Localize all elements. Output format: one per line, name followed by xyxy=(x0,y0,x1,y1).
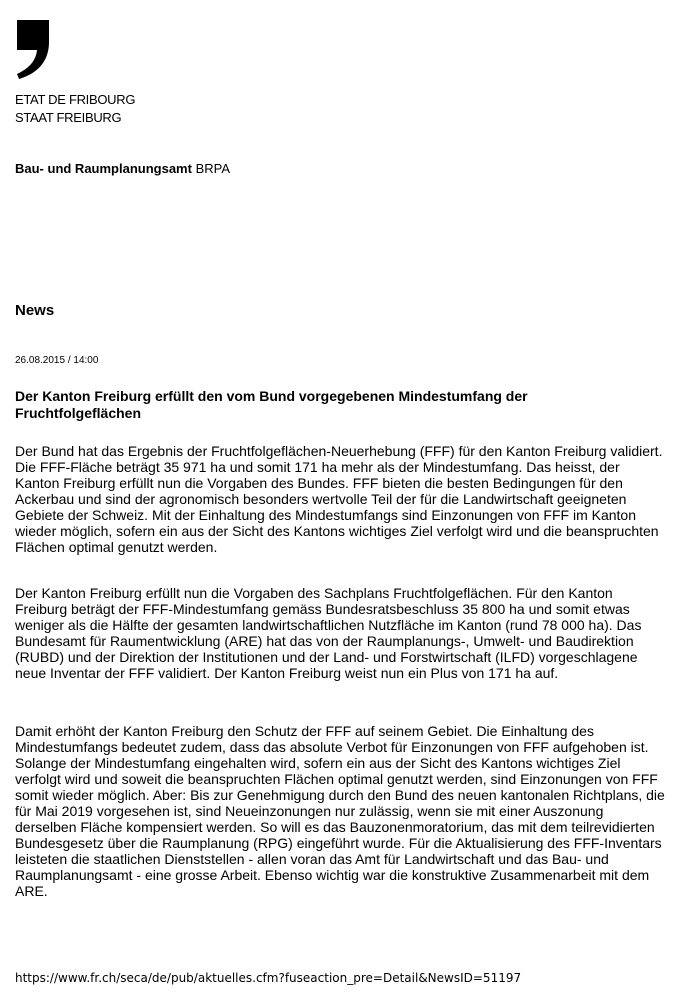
article-title: Der Kanton Freiburg erfüllt den vom Bund vorgegebenen Mindestumfang der Fruchtfolgeflächen xyxy=(15,388,528,421)
org-name-french: ETAT DE FRIBOURG xyxy=(15,92,136,107)
article-paragraph-3: Damit erhöht der Kanton Freiburg den Schutz der FFF auf seinem Gebiet. Die Einhaltung des Mindestumfangs bedeutet zudem, dass das absolute Verbot für Einzonungen von FFF aufgehoben ist. Solange der Mindestumfang eingehalten wird, sofern ein aus der Sicht des Kantons wichtiges Ziel verfolgt wird und soweit die beanspruchten Flächen optimal genutzt werden, sind Einzonungen von FFF somit wieder möglich. Aber: Bis zur Genehmigung durch den Bund des neuen kantonalen Richtplans, die für Mai 2019 vorgesehen ist, sind Neueinzonungen nur zulässig, wenn sie mit einer Auszonung derselben Fläche kompensiert werden. So will es das Bauzonenmoratorium, das mit dem teilrevidierten Bundesgesetz über die Raumplanung (RPG) eingeführt wurde. Für die Aktualisierung des FFF-Inventars leisteten die staatlichen Dienststellen - allen voran das Amt für Landwirtschaft und das Bau- und Raumplanungsamt - eine grosse Arbeit. Ebenso wichtig war die konstruktive Zusammenarbeit mit dem ARE. xyxy=(15,723,665,899)
department-abbreviation: BRPA xyxy=(191,161,231,176)
news-date: 26.08.2015 / 14:00 xyxy=(15,355,99,366)
department-label xyxy=(15,161,230,177)
source-url: https://www.fr.ch/seca/de/pub/aktuelles.cfm?fuseaction_pre=Detail&NewsID=51197 xyxy=(15,971,522,985)
comma-logo-icon xyxy=(15,18,51,80)
article-paragraph-1: Der Bund hat das Ergebnis der Fruchtfolgeflächen-Neuerhebung (FFF) für den Kanton Freiburg validiert. Die FFF-Fläche beträgt 35 971 ha und somit 171 ha mehr als der Mindestumfang. Das heisst, der Kanton Freiburg erfüllt nun die Vorgaben des Bundes. FFF bieten die besten Bedingungen für den Ackerbau und sind der agronomisch besonders wertvolle Teil der für die Landwirtschaft geeigneten Gebiete der Schweiz. Mit der Einhaltung des Mindestumfangs sind Einzonungen von FFF im Kanton wieder möglich, sofern ein aus der Sicht des Kantons wichtiges Ziel verfolgt wird und die beanspruchten Flächen optimal genutzt werden. xyxy=(15,443,663,555)
article-paragraph-2: Der Kanton Freiburg erfüllt nun die Vorgaben des Sachplans Fruchtfolgeflächen. Für den Kanton Freiburg beträgt der FFF-Mindestumfang gemäss Bundesratsbeschluss 35 800 ha und somit etwas weniger als die Hälfte der gesamten landwirtschaftlichen Nutzfläche im Kanton (rund 78 000 ha). Das Bundesamt für Raumentwicklung (ARE) hat das von der Raumplanungs-, Umwelt- und Baudirektion (RUBD) und der Direktion der Institutionen und der Land- und Forstwirtschaft (ILFD) vorgeschlagene neue Inventar der FFF validiert. Der Kanton Freiburg weist nun ein Plus von 171 ha auf. xyxy=(15,585,642,681)
section-heading: News xyxy=(15,302,55,319)
department-name: Bau- und Raumplanungsamt xyxy=(15,161,192,176)
org-name-german: STAAT FREIBURG xyxy=(15,110,122,125)
